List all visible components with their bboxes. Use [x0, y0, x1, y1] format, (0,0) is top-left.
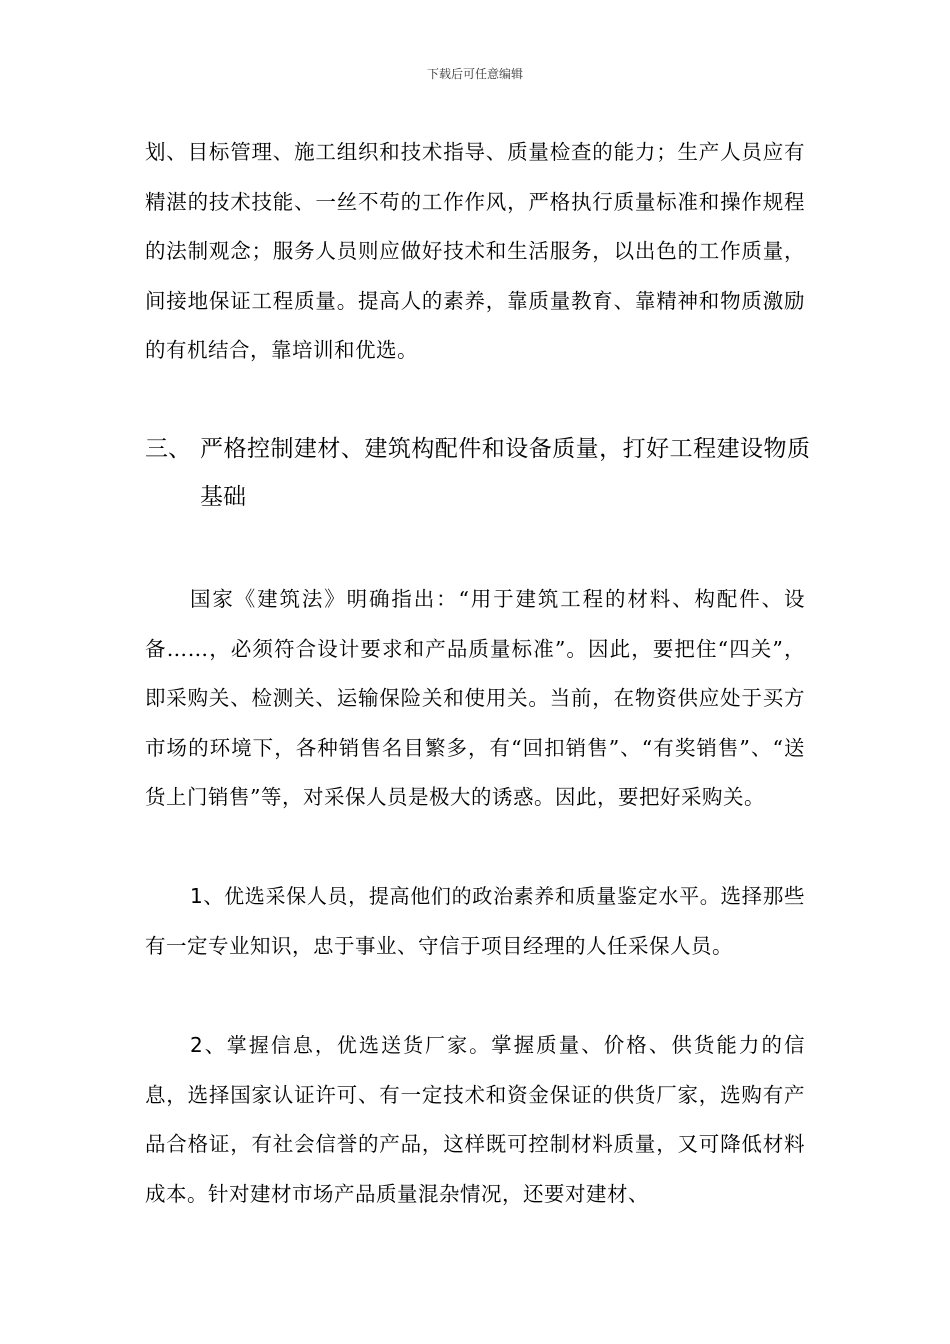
- paragraph-4-lead: 2、掌握信息，优选送货厂家。: [190, 1033, 492, 1057]
- section-heading-text: 严格控制建材、建筑构配件和设备质量，打好工程建设物质基础: [200, 436, 810, 510]
- paragraph-3-body: 选择那些有一定专业知识，忠于事业、守信于项目经理的人任采保人员。: [145, 884, 805, 958]
- body-paragraph-4: [145, 1021, 805, 1219]
- section-heading-number: 三、: [145, 436, 191, 462]
- paragraph-4-body: 掌握质量、价格、供货能力的信息，选择国家认证许可、有一定技术和资金保证的供货厂家，选购有产品合格证，有社会信誉的产品，这样既可控制材料质量，又可降低材料成本。针对建材市场产品质量混杂情况，还要对建材、: [145, 1033, 805, 1206]
- body-paragraph-3: [145, 872, 805, 971]
- body-paragraph-2: 国家《建筑法》明确指出：“用于建筑工程的材料、构配件、设备……，必须符合设计要求和产品质量标准”。因此，要把住“四关”，即采购关、检测关、运输保险关和使用关。当前，在物资供应处于买方市场的环境下，各种销售名目繁多，有“回扣销售”、“有奖销售”、“送货上门销售”等，对采保人员是极大的诱惑。因此，要把好采购关。: [145, 587, 805, 809]
- paragraph-3-lead: 1、优选采保人员，提高他们的政治素养和质量鉴定水平。: [190, 884, 721, 908]
- section-heading: [145, 425, 810, 521]
- body-paragraph-1: 划、目标管理、施工组织和技术指导、质量检查的能力；生产人员应有精湛的技术技能、一丝不苟的工作作风，严格执行质量标准和操作规程的法制观念；服务人员则应做好技术和生活服务，以出色的工作质量，间接地保证工程质量。提高人的素养，靠质量教育、靠精神和物质激励的有机结合，靠培训和优选。: [145, 140, 805, 362]
- page-header: 下载后可任意编辑: [426, 67, 523, 81]
